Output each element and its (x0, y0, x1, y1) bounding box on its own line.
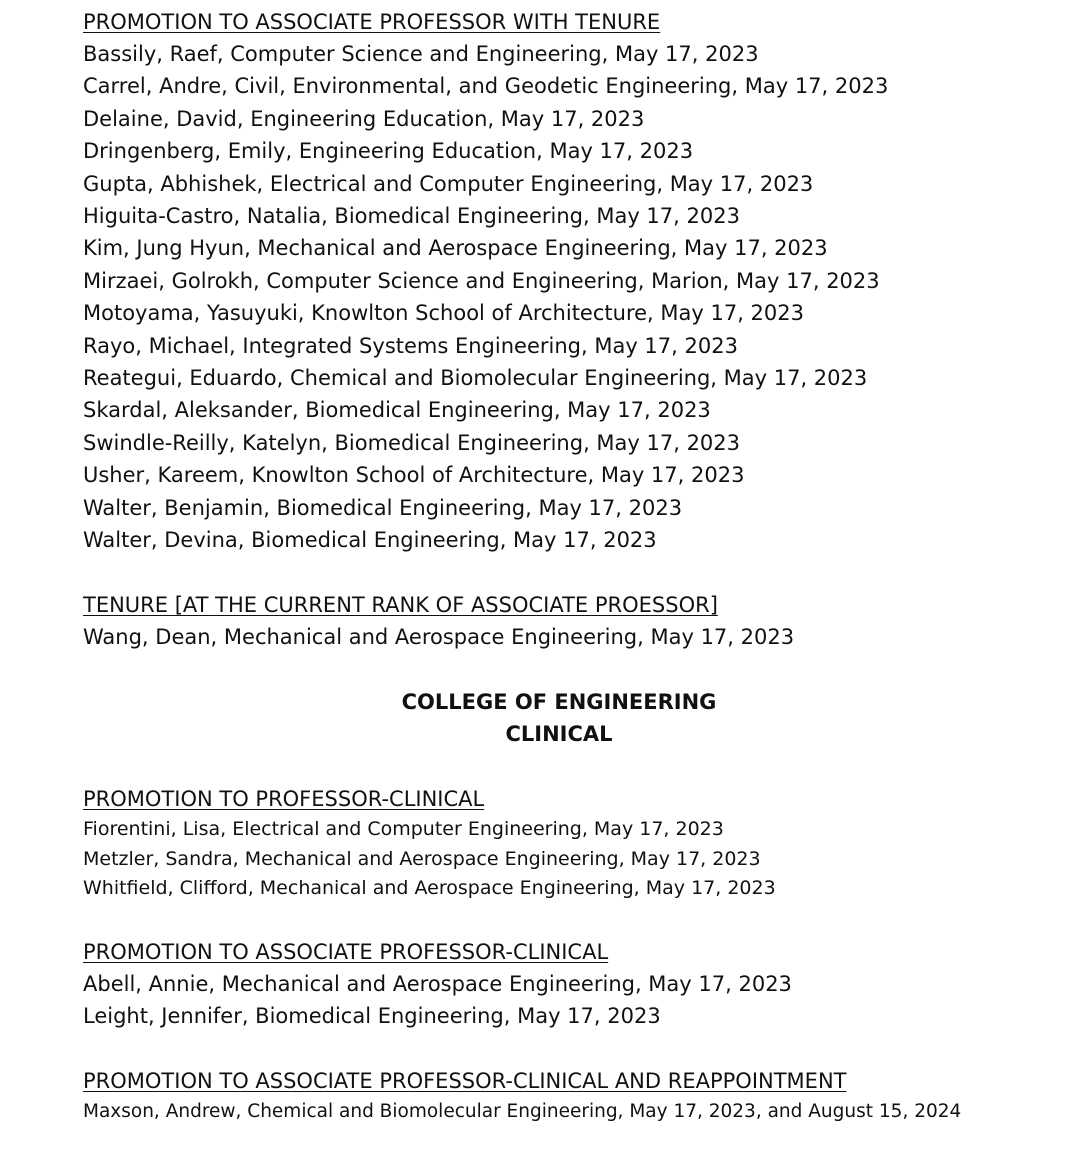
list-item: Bassily, Raef, Computer Science and Engineering, May 17, 2023 (83, 42, 759, 66)
list-item: Gupta, Abhishek, Electrical and Computer Engineering, May 17, 2023 (83, 171, 814, 196)
list-item: Maxson, Andrew, Chemical and Biomolecular Engineering, May 17, 2023, and August 15, 2024 (83, 1101, 962, 1122)
tenure-current-rank-section (83, 589, 1043, 653)
associate-clinical-section (83, 936, 1043, 1033)
list-item: Fiorentini, Lisa, Electrical and Computer Engineering, May 17, 2023 (83, 818, 724, 840)
list-item: Swindle-Reilly, Katelyn, Biomedical Engineering, May 17, 2023 (83, 430, 741, 455)
list-item: Leight, Jennifer, Biomedical Engineering, May 17, 2023 (83, 1004, 661, 1029)
list-item: Skardal, Aleksander, Biomedical Engineering, May 17, 2023 (83, 398, 711, 423)
college-title: COLLEGE OF ENGINEERING (401, 690, 717, 714)
section-heading: PROMOTION TO PROFESSOR-CLINICAL (83, 787, 485, 811)
list-item: Wang, Dean, Mechanical and Aerospace Engineering, May 17, 2023 (83, 625, 795, 649)
section-heading: PROMOTION TO ASSOCIATE PROFESSOR-CLINICAL AND REAPPOINTMENT (83, 1069, 847, 1093)
list-item: Walter, Benjamin, Biomedical Engineering, May 17, 2023 (83, 495, 683, 520)
tenure-promotion-section (83, 6, 1043, 557)
list-item: Carrel, Andre, Civil, Environmental, and Geodetic Engineering, May 17, 2023 (83, 74, 889, 99)
professor-clinical-section (83, 783, 1043, 904)
list-item: Rayo, Michael, Integrated Systems Engineering, May 17, 2023 (83, 333, 738, 358)
list-item: Abell, Annie, Mechanical and Aerospace Engineering, May 17, 2023 (83, 972, 792, 996)
associate-clinical-reappointment-section (83, 1065, 1043, 1127)
list-item: Metzler, Sandra, Mechanical and Aerospace Engineering, May 17, 2023 (83, 847, 761, 870)
section-heading: PROMOTION TO ASSOCIATE PROFESSOR WITH TENURE (83, 10, 661, 34)
section-heading: PROMOTION TO ASSOCIATE PROFESSOR-CLINICAL (83, 940, 609, 964)
list-item: Usher, Kareem, Knowlton School of Architecture, May 17, 2023 (83, 463, 745, 488)
list-item: Dringenberg, Emily, Engineering Education, May 17, 2023 (83, 139, 694, 164)
list-item: Walter, Devina, Biomedical Engineering, May 17, 2023 (83, 528, 657, 553)
list-item: Mirzaei, Golrokh, Computer Science and Engineering, Marion, May 17, 2023 (83, 268, 880, 293)
list-item: Kim, Jung Hyun, Mechanical and Aerospace Engineering, May 17, 2023 (83, 236, 828, 261)
list-item: Delaine, David, Engineering Education, May 17, 2023 (83, 106, 645, 131)
section-heading: TENURE [AT THE CURRENT RANK OF ASSOCIATE PROESSOR] (83, 593, 718, 617)
list-item: Whitfield, Clifford, Mechanical and Aerospace Engineering, May 17, 2023 (83, 877, 776, 899)
list-item: Motoyama, Yasuyuki, Knowlton School of Architecture, May 17, 2023 (83, 301, 804, 326)
college-subtitle: CLINICAL (505, 722, 613, 746)
list-item: Reategui, Eduardo, Chemical and Biomolecular Engineering, May 17, 2023 (83, 366, 868, 391)
list-item: Higuita-Castro, Natalia, Biomedical Engineering, May 17, 2023 (83, 204, 740, 229)
college-header (0, 686, 1076, 750)
